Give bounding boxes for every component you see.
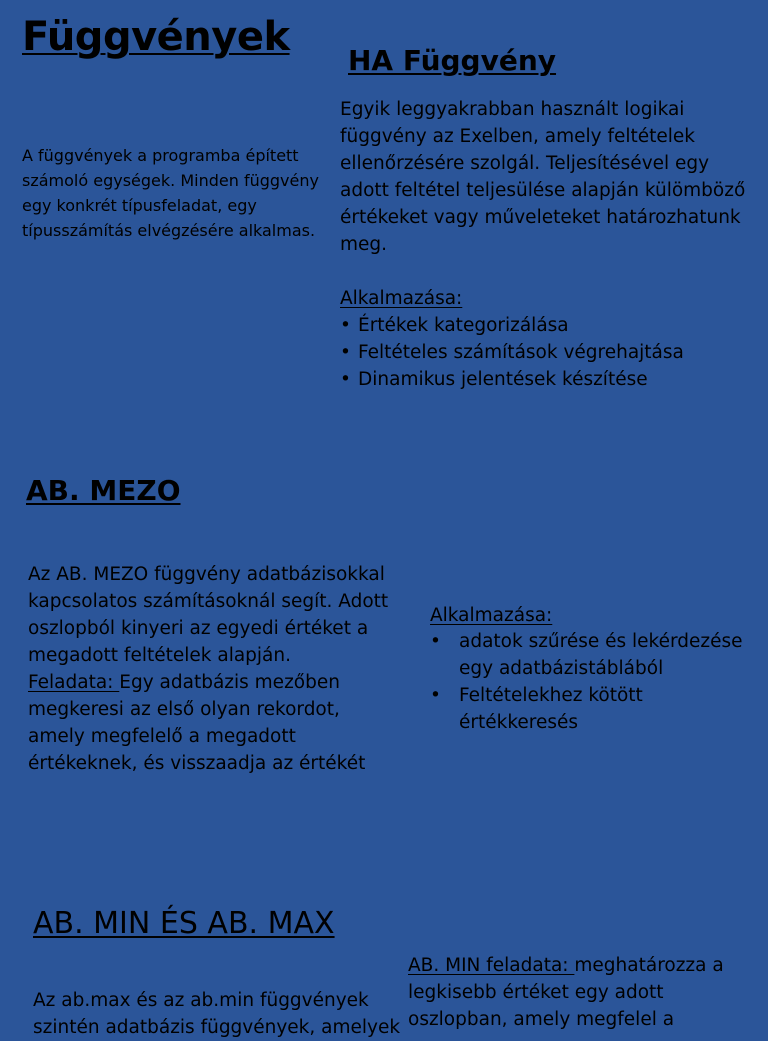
list-item xyxy=(430,682,750,736)
list-item-text: Értékek kategorizálása xyxy=(358,315,569,336)
ab-mezo-description xyxy=(28,561,398,777)
ha-usage-list xyxy=(340,312,760,393)
ab-min-task-text: meghatározza a legkisebb értéket egy adott oszlopban, amely megfelel a xyxy=(408,955,724,1030)
list-item-text: Feltételes számítások végrehajtása xyxy=(358,342,684,363)
list-item-text: Dinamikus jelentések készítése xyxy=(358,369,648,390)
bullet-icon: • xyxy=(430,631,441,652)
ab-mezo-description-text: Az AB. MEZO függvény adatbázisokkal kapcsolatos számításoknál segít. Adott oszlopból kinyeri az egyedi értéket a megadott feltételek alapján. xyxy=(28,564,389,666)
page-title: Függvények xyxy=(22,14,290,60)
ha-usage-label xyxy=(340,285,462,312)
list-item xyxy=(340,312,760,339)
bullet-icon: • xyxy=(340,315,351,336)
list-item-text: adatok szűrése és lekérdezése egy adatbázistáblából xyxy=(459,631,743,679)
bullet-icon: • xyxy=(340,342,351,363)
list-item-text: Feltételekhez kötött értékkeresés xyxy=(459,685,643,733)
list-item xyxy=(340,366,760,393)
ab-mezo-task-label: Feladata: xyxy=(28,672,120,693)
ab-mezo-task-text: Egy adatbázis mezőben megkeresi az első olyan rekordot, amely megfelelő a megadott értékeknek, és visszaadja az értékét xyxy=(28,672,366,774)
ab-mezo-usage-label xyxy=(430,602,552,629)
bullet-icon: • xyxy=(430,685,441,706)
ha-function-description: Egyik leggyakrabban használt logikai függvény az Exelben, amely feltételek ellenőrzésére szolgál. Teljesítésével egy adott feltétel teljesülése alapján külömböző értékeket vagy műveleteket határozhatunk meg. xyxy=(340,99,746,255)
ab-mezo-usage-label-text: Alkalmazása: xyxy=(430,605,553,626)
ab-minmax-heading: AB. MIN ÉS AB. MAX xyxy=(33,906,335,941)
ab-minmax-description: Az ab.max és az ab.min függvények szintén adatbázis függvények, amelyek xyxy=(33,990,401,1038)
ab-min-task xyxy=(408,952,738,1033)
list-item xyxy=(340,339,760,366)
intro-paragraph: A függvények a programba épített számoló egységek. Minden függvény egy konkrét típusfeladat, egy típusszámítás elvégzésére alkalmas. xyxy=(22,146,319,240)
ha-function-heading: HA Függvény xyxy=(348,44,557,77)
ab-mezo-heading: AB. MEZO xyxy=(26,474,181,507)
ab-mezo-usage-list xyxy=(430,628,750,736)
ha-usage-label-text: Alkalmazása: xyxy=(340,288,463,309)
bullet-icon: • xyxy=(340,369,351,390)
ab-min-task-label: AB. MIN feladata: xyxy=(408,955,575,976)
list-item xyxy=(430,628,750,682)
